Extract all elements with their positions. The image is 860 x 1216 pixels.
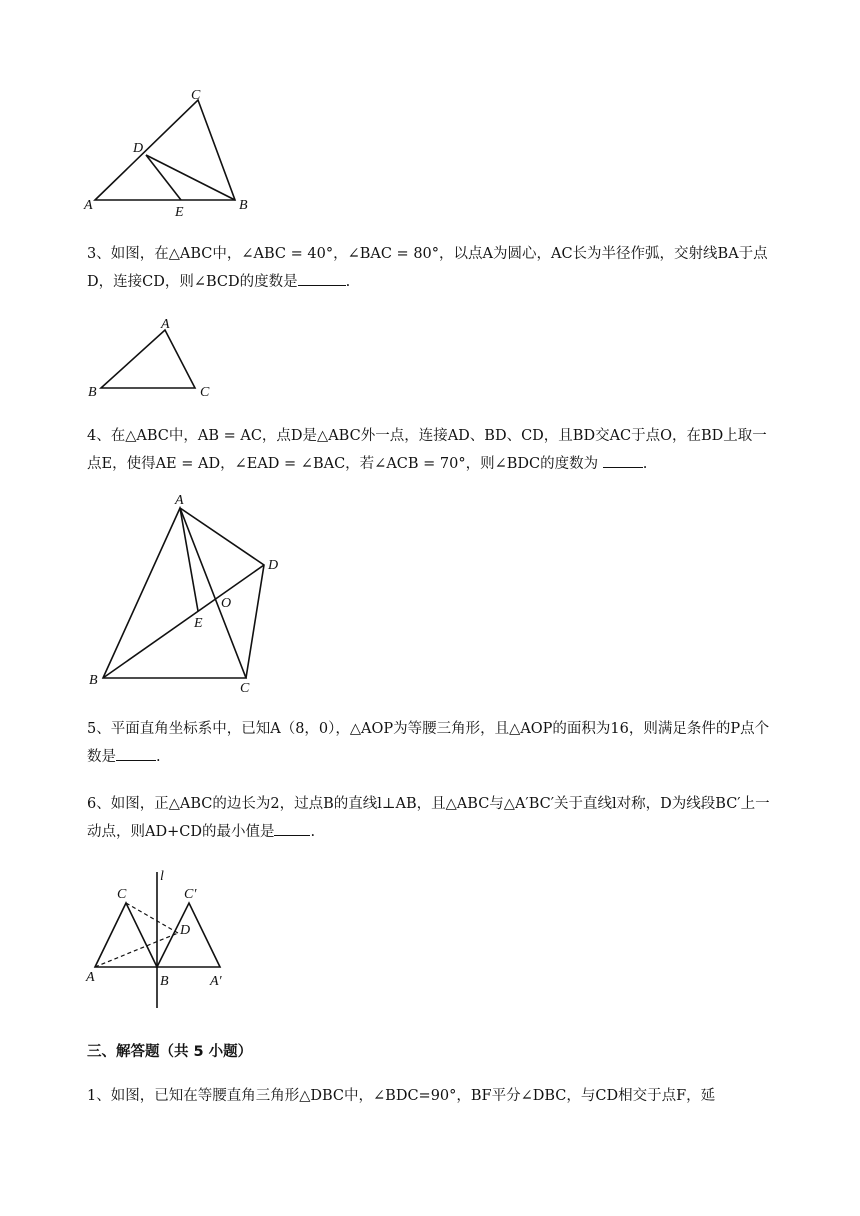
label-d: D <box>133 141 144 156</box>
question-5-text: 5、平面直角坐标系中，已知A（8，0），△AOP为等腰三角形，且△AOP的面积为16，则满足条件的P点个数是 <box>87 721 770 765</box>
label-a: A <box>84 198 93 213</box>
label-l: l <box>160 869 164 884</box>
label-b: B <box>89 673 98 688</box>
answer-question-1 <box>87 1082 787 1110</box>
triangle-abc-4 <box>95 903 157 967</box>
triangle-abc-2 <box>101 330 195 388</box>
question-6-text: 6、如图，正△ABC的边长为2，过点B的直线l⊥AB，且△ABC与△A′BC′关于直线l对称，D为线段BC′上一动点，则AD+CD的最小值是 <box>87 796 770 840</box>
label-c: C <box>191 88 201 103</box>
label-a: A <box>175 493 184 508</box>
answer-blank[interactable] <box>298 269 346 286</box>
figure-triangle-abc <box>0 310 860 410</box>
question-5: 5、平面直角坐标系中，已知A（8，0），△AOP为等腰三角形，且△AOP的面积为16，则满足条件的P点个数是 . <box>87 721 770 765</box>
section-heading: 三、解答题（共 5 小题） <box>87 1044 253 1060</box>
question-6: 6、如图，正△ABC的边长为2，过点B的直线l⊥AB，且△ABC与△A′BC′关于直线l对称，D为线段BC′上一动点，则AD+CD的最小值是 . <box>87 796 770 840</box>
answer-blank[interactable] <box>274 819 310 836</box>
figure-reflection <box>0 860 860 1020</box>
segment-de <box>146 155 181 200</box>
label-b: B <box>160 974 169 989</box>
figure-triangle-ade <box>0 0 860 230</box>
question-4: 4、在△ABC中，AB = AC，点D是△ABC外一点，连接AD、BD、CD，且BD交AC于点O，在BD上取一点E，使得AE = AD，∠EAD = ∠BAC，若∠ACB = 70°，则∠BDC的度数为 . <box>87 428 767 472</box>
answer-blank[interactable] <box>116 744 156 761</box>
segment-ae <box>180 508 198 611</box>
label-o: O <box>221 596 232 611</box>
label-d: D <box>180 923 191 938</box>
label-c: C <box>240 681 250 696</box>
label-e: E <box>175 205 184 220</box>
answer-question-1-text: 1、如图，已知在等腰直角三角形△DBC中，∠BDC=90°，BF平分∠DBC，与CD相交于点F，延 <box>87 1088 716 1104</box>
label-c: C <box>117 887 127 902</box>
figure-quadrilateral <box>0 490 860 700</box>
answer-blank[interactable] <box>603 451 643 468</box>
label-b: B <box>239 198 248 213</box>
question-3: 3、如图，在△ABC中，∠ABC = 40°，∠BAC = 80°，以点A为圆心，AC长为半径作弧，交射线BA于点D，连接CD，则∠BCD的度数是 . <box>87 246 768 290</box>
label-c-prime: C′ <box>184 887 197 902</box>
label-a: A <box>161 317 170 332</box>
label-d: D <box>268 558 279 573</box>
segment-a-d-c <box>180 508 264 678</box>
label-b: B <box>88 385 97 400</box>
question-3-text: 3、如图，在△ABC中，∠ABC = 40°，∠BAC = 80°，以点A为圆心，AC长为半径作弧，交射线BA于点D，连接CD，则∠BCD的度数是 <box>87 246 768 290</box>
label-c: C <box>200 385 210 400</box>
label-a: A <box>86 970 95 985</box>
triangle-abc <box>95 100 235 200</box>
label-e: E <box>194 616 203 631</box>
question-4-text: 4、在△ABC中，AB = AC，点D是△ABC外一点，连接AD、BD、CD，且BD交AC于点O，在BD上取一点E，使得AE = AD，∠EAD = ∠BAC，若∠ACB = 70°，则∠BDC的度数为 <box>87 428 767 472</box>
label-a-prime: A′ <box>210 974 222 989</box>
